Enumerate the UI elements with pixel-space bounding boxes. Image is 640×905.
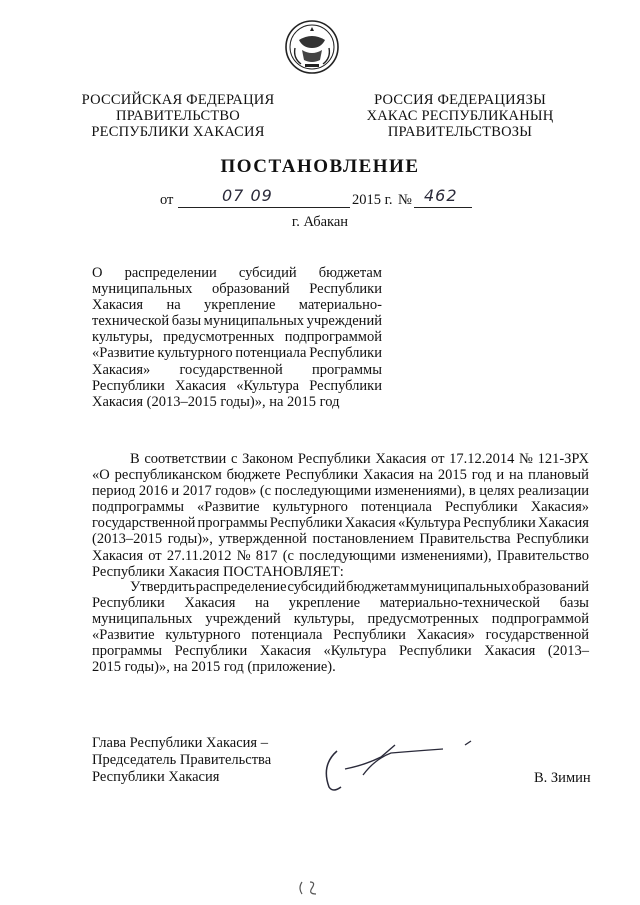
text-word: «Культура [323,643,387,660]
text-word: № [519,451,533,467]
text-word: Республики [398,643,472,660]
text-segment: Хакасия (2013–2015 годы)», на 2015 год [92,393,340,410]
text-segment: муниципальных [203,313,305,330]
text-word: материально-технической [379,595,541,612]
text-segment: Республики [309,281,382,298]
text-word: 2017 [182,483,212,500]
text-line [92,467,589,483]
text-word: Хакасия [92,547,144,564]
text-line [92,394,382,410]
text-segment: базы [171,313,202,330]
text-segment: культурного [157,345,233,362]
text-word: период [92,483,136,500]
resolution-paragraph [92,579,589,676]
text-word: распределение [195,579,287,595]
header-right-line: ПРАВИТЕЛЬСТВОЗЫ [387,124,533,140]
text-line [92,297,382,313]
text-word: 121-ЗРХ [537,451,589,467]
text-segment: программы [311,361,382,378]
text-line [92,611,589,627]
signatory-name: В. Зимин [534,770,591,786]
text-line [92,643,589,659]
text-segment: укрепление [204,297,276,314]
text-word: Хакасия» [530,499,589,516]
text-word: № [236,547,251,564]
header-left-line: РОССИЙСКАЯ ФЕДЕРАЦИЯ [81,92,275,108]
text-segment: подпрограммой [284,329,382,346]
text-word: Хакасия [259,643,311,660]
text-word: на [509,467,524,484]
text-word: Хакасия [484,643,536,660]
text-word: Правительство [496,547,589,564]
resolution-subject [92,265,382,410]
text-word: Хакасия [537,515,589,532]
text-line [92,329,382,345]
text-segment: Республики [92,377,165,394]
text-word: учреждений [205,611,281,628]
text-word: на [418,467,434,484]
header-left-russian [80,92,276,140]
text-word: В [130,451,140,467]
text-line [92,627,589,643]
text-word: Республики [269,515,343,532]
text-segment: Республики Хакасия ПОСТАНОВЛЯЕТ: [92,563,344,580]
text-segment: субсидий [238,265,297,281]
text-word: республиканском [114,467,222,484]
text-segment: учреждений [306,313,382,330]
text-word: и [171,483,180,500]
text-segment: Хакасия [174,377,226,394]
text-word: последующими [274,483,372,500]
text-word: Хакасия» [416,627,475,644]
text-word: укрепление [288,595,361,612]
number-underline [414,207,472,208]
text-word: 27.11.2012 [166,547,232,564]
text-word: (с [282,547,294,564]
text-line [92,483,589,499]
text-word: бюджете [226,467,281,484]
text-word: бюджетам [346,579,410,595]
signatory-position [92,735,271,786]
text-word: потенциала [251,627,323,644]
text-word: базы [559,595,589,612]
text-word: в [468,483,476,500]
number-sign: № [398,192,412,208]
text-word: программы [197,515,268,532]
text-line [92,564,589,580]
text-line [92,265,382,281]
header-left-line: РЕСПУБЛИКИ ХАКАСИЯ [91,124,265,140]
header-right-line: РОССИЯ ФЕДЕРАЦИЯЗЫ [374,92,546,108]
text-word: «Развитие [196,499,260,516]
text-word: Республики [285,467,359,484]
text-word: и [496,467,505,484]
text-line [92,659,589,675]
text-line [92,345,382,361]
text-word: «О [92,467,110,484]
text-word: утвержденной [218,531,307,548]
city-name: г. Абакан [291,214,349,230]
signatory-position-line: Председатель Правительства [92,752,272,768]
header-right-line: ХАКАС РЕСПУБЛИКАНЫҢ [366,108,554,124]
text-line [92,281,382,297]
text-word: культуры, [293,611,355,628]
text-word: подпрограммы [92,499,184,516]
text-word: государственной [92,515,196,532]
text-word: Республики [297,451,371,467]
text-line [92,515,589,531]
text-segment: материально- [298,297,382,314]
text-segment: Хакасия» [92,361,151,378]
text-word: 2015 [437,467,467,484]
text-line [92,378,382,394]
text-word: соответствии [144,451,227,467]
text-word: реализации [518,483,589,500]
text-word: 17.12.2014 [449,451,515,467]
handwritten-number: 462 [424,186,458,205]
handwritten-mark [296,878,322,898]
text-segment: технической [92,313,170,330]
text-word: год [471,467,492,484]
text-segment: О [92,265,103,281]
text-line [92,595,589,611]
text-word: подпрограммой [491,611,589,628]
text-word: изменениями), [400,547,492,564]
text-line [92,531,589,547]
document-title: ПОСТАНОВЛЕНИЕ [220,156,420,177]
text-segment: Республики [309,345,382,362]
text-word: Республики [333,627,406,644]
text-word: культурного [272,499,348,516]
text-segment: «Развитие [92,345,155,362]
text-word: с [230,451,238,467]
text-word: муниципальных [92,611,193,628]
header-left-line: ПРАВИТЕЛЬСТВО [116,108,240,124]
signatory-position-line: Республики Хакасия [92,769,220,785]
text-word: 2016 [138,483,168,500]
text-word: Республики [516,531,589,548]
text-word: от [148,547,162,564]
text-word: Правительства [419,531,511,548]
year-label: 2015 г. [352,192,393,208]
coat-of-arms-emblem [283,18,341,76]
text-segment: Республики [309,377,382,394]
text-word: предусмотренных [367,611,479,628]
text-segment: предусмотренных [163,329,275,346]
text-line [92,579,589,595]
text-word: Республики [174,643,248,660]
text-word: «Культура [397,515,461,532]
text-segment: образований [212,281,290,298]
text-word: Утвердить [130,579,195,595]
text-segment: на [166,297,181,314]
text-word: последующими [299,547,396,564]
handwritten-signature [315,735,485,795]
text-segment: государственной [179,361,283,378]
text-word: Хакасия [344,515,396,532]
text-line [92,548,589,564]
text-word: годов» [215,483,257,500]
text-word: (2013–2015 [92,531,163,548]
text-segment: культуры, [92,329,153,346]
date-underline [178,207,350,208]
text-word: целях [479,483,515,500]
text-word: (с [259,483,272,500]
handwritten-date: 07 09 [222,186,273,205]
text-word: программы [92,643,162,660]
text-segment: Хакасия [92,297,144,314]
text-line [92,313,382,329]
text-word: муниципальных [410,579,511,595]
text-line [92,451,589,467]
text-segment: распределении [124,265,217,281]
text-segment: 2015 годы)», на 2015 год (приложение). [92,659,336,676]
text-word: государственной [485,627,589,644]
text-line [92,362,382,378]
text-word: Хакасия [375,451,427,467]
text-word: от [431,451,445,467]
text-word: годы)», [167,531,213,548]
date-number-line [0,186,640,212]
text-word: потенциала [360,499,432,516]
text-segment: муниципальных [92,281,193,298]
text-segment: бюджетам [318,265,382,281]
text-word: Республики [462,515,536,532]
text-segment: «Культура [236,377,300,394]
text-line [92,499,589,515]
text-word: «Развитие [92,627,155,644]
text-word: (2013– [547,643,589,660]
text-word: Республики [444,499,518,516]
text-word: Законом [242,451,294,467]
text-word: образований [511,579,589,595]
text-word: плановый [528,467,589,484]
text-word: субсидий [287,579,346,595]
signatory-position-line: Глава Республики Хакасия – [92,735,268,751]
text-word: на [254,595,270,612]
text-word: культурного [165,627,241,644]
text-word: Хакасия [184,595,236,612]
text-word: 817 [255,547,278,564]
text-word: постановлением [312,531,414,548]
text-word: Хакасия [362,467,415,484]
date-prefix: от [160,192,174,208]
text-word: Республики [92,595,165,612]
header-right-khakas [360,92,560,140]
preamble-paragraph [92,451,589,580]
text-segment: потенциала [235,345,307,362]
text-word: изменениями), [374,483,466,500]
